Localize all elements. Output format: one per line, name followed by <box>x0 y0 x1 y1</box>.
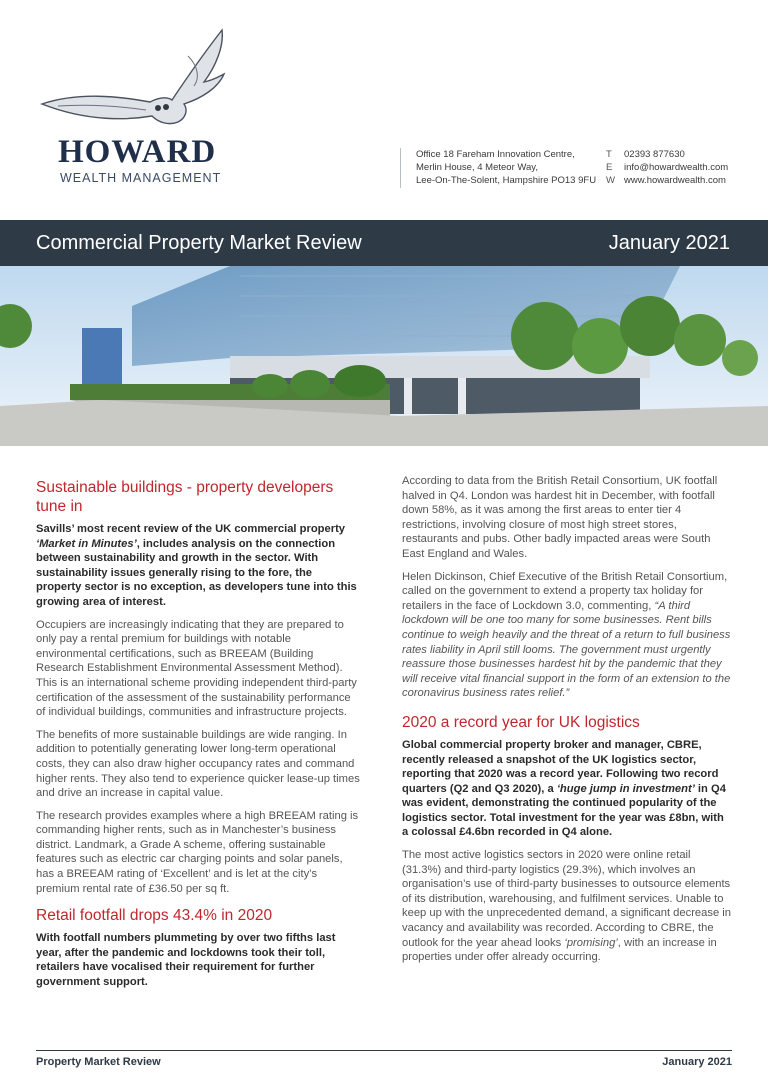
article-paragraph: Occupiers are increasingly indicating that they are prepared to only pay a rental premium for buildings with notable environmental certifications, such as BREEAM (Building Research Establishment Environmental Assessment Method). This is an international scheme providing independent third-party certification of the assessment of the sustainability performance of individual buildings, communities and infrastructure projects. <box>36 618 357 719</box>
lead-text: Savills’ most recent review of the UK commercial property <box>36 523 346 535</box>
address-line: Lee-On-The-Solent, Hampshire PO13 9FU <box>416 175 597 186</box>
brand-tagline: WEALTH MANAGEMENT <box>60 171 222 185</box>
article-paragraph: According to data from the British Retail Consortium, UK footfall halved in Q4. London was hardest hit in December, with footfall down 58%, as it was among the first areas to enter tier 4 restrictions, involving closure of most high street stores, restaurants and pubs. Other badly impacted areas were South East England and Wales. <box>402 475 718 560</box>
right-column <box>402 474 732 973</box>
article-paragraph: The benefits of more sustainable buildings are wide ranging. In addition to potentially generating lower long-term operational costs, they can also draw higher occupancy rates and command higher rents. They also tend to experience quicker lease-up times and drive an increase in capital value. <box>36 728 360 800</box>
contact-phone <box>606 148 728 161</box>
email-link[interactable]: info@howardwealth.com <box>624 162 729 173</box>
article-paragraph: The research provides examples where a high BREEAM rating is commanding higher rents, such as in Manchester’s business district. Landmark, a Grade A scheme, offering sustainable features such as electric car charging points and solar panels, has a BREEAM rating of ‘Excellent’ and is let at the city’s premium rental rate of £36.50 per sq ft. <box>36 809 359 895</box>
office-building-illustration <box>0 266 768 446</box>
article-lead <box>402 738 732 840</box>
quote-text: “A third lockdown will be one too many for some businesses. Rent bills continue to weigh heavily and the threat of a return to full business rates liability in April still looms. The government must urgently reassure those businesses hardest hit by the pandemic that they will receive vital financial support in the form of an extension to the coronavirus business rates relief.” <box>402 599 731 700</box>
contact-block <box>606 148 728 187</box>
lead-text: , includes analysis on the connection between sustainability and growth in the sector. With sustainability issues generally rising to the fore, the property sector is no exception, as developers tune into this growing area of interest. <box>36 537 357 608</box>
contact-label: E <box>606 162 613 173</box>
article-paragraph <box>402 570 732 701</box>
footer-title: Property Market Review <box>36 1056 161 1068</box>
paragraph-text: Helen Dickinson, Chief Executive of the British Retail Consortium, called on the government to extend a property tax holiday for retailers in the face of Lockdown 3.0, commenting, <box>402 570 728 612</box>
paragraph-text: , with an increase in properties under offer already occurring. <box>402 936 717 964</box>
lead-italic: ‘Market in Minutes’ <box>36 537 137 550</box>
contact-web[interactable] <box>606 174 728 187</box>
lead-text: in Q4 was evident, demonstrating the continued popularity of the logistics sector. Total investment for the year was £8bn, with a colossal £4.6bn recorded in Q4 alone. <box>402 782 726 839</box>
paragraph-text: The most active logistics sectors in 2020 were online retail (31.3%) and third-party logistics (29.3%), which involves an organisation’s use of third-party businesses to outsource elements of its distribution, warehousing, and fulfilment services. Unable to keep up with the unprecedented demand, a significant decrease in vacancy and availability was recorded. According to CBRE, the outlook for the year ahead looks <box>402 849 732 949</box>
address-line: Merlin House, 4 Meteor Way, <box>416 162 538 173</box>
article-heading: Sustainable buildings - property developers tune in <box>36 479 334 515</box>
contact-email[interactable] <box>606 161 728 174</box>
left-column <box>36 478 360 998</box>
contact-label: W <box>606 175 615 186</box>
phone-value: 02393 877630 <box>624 149 685 160</box>
article-heading: Retail footfall drops 43.4% in 2020 <box>36 907 273 925</box>
brand-name: HOWARD <box>58 134 217 170</box>
article-lead: With footfall numbers plummeting by over two fifths last year, after the pandemic and lockdowns took their toll, retailers have vocalised their requirement for further government support. <box>36 932 336 989</box>
article-lead <box>36 522 360 610</box>
contact-label: T <box>606 149 612 160</box>
address-block <box>400 148 596 188</box>
lead-italic: ‘huge jump in investment’ <box>556 782 695 795</box>
web-link[interactable]: www.howardwealth.com <box>624 175 726 186</box>
footer-divider <box>36 1050 732 1051</box>
title-bar <box>0 220 768 266</box>
page-title: Commercial Property Market Review <box>36 232 362 254</box>
issue-date: January 2021 <box>608 232 730 254</box>
address-line: Office 18 Fareham Innovation Centre, <box>416 149 575 160</box>
footer-date: January 2021 <box>662 1056 732 1068</box>
paragraph-italic: ‘promising’ <box>564 936 618 949</box>
owl-logo-icon <box>38 26 238 136</box>
article-heading: 2020 a record year for UK logistics <box>402 713 640 731</box>
article-paragraph <box>402 848 732 965</box>
hero-image <box>0 266 768 446</box>
brand-logo <box>38 26 238 186</box>
lead-text: Global commercial property broker and manager, CBRE, recently released a snapshot of the UK logistics sector, reporting that 2020 was a record year. Following two record quarters (Q2 and Q3 2020), a <box>402 738 719 795</box>
